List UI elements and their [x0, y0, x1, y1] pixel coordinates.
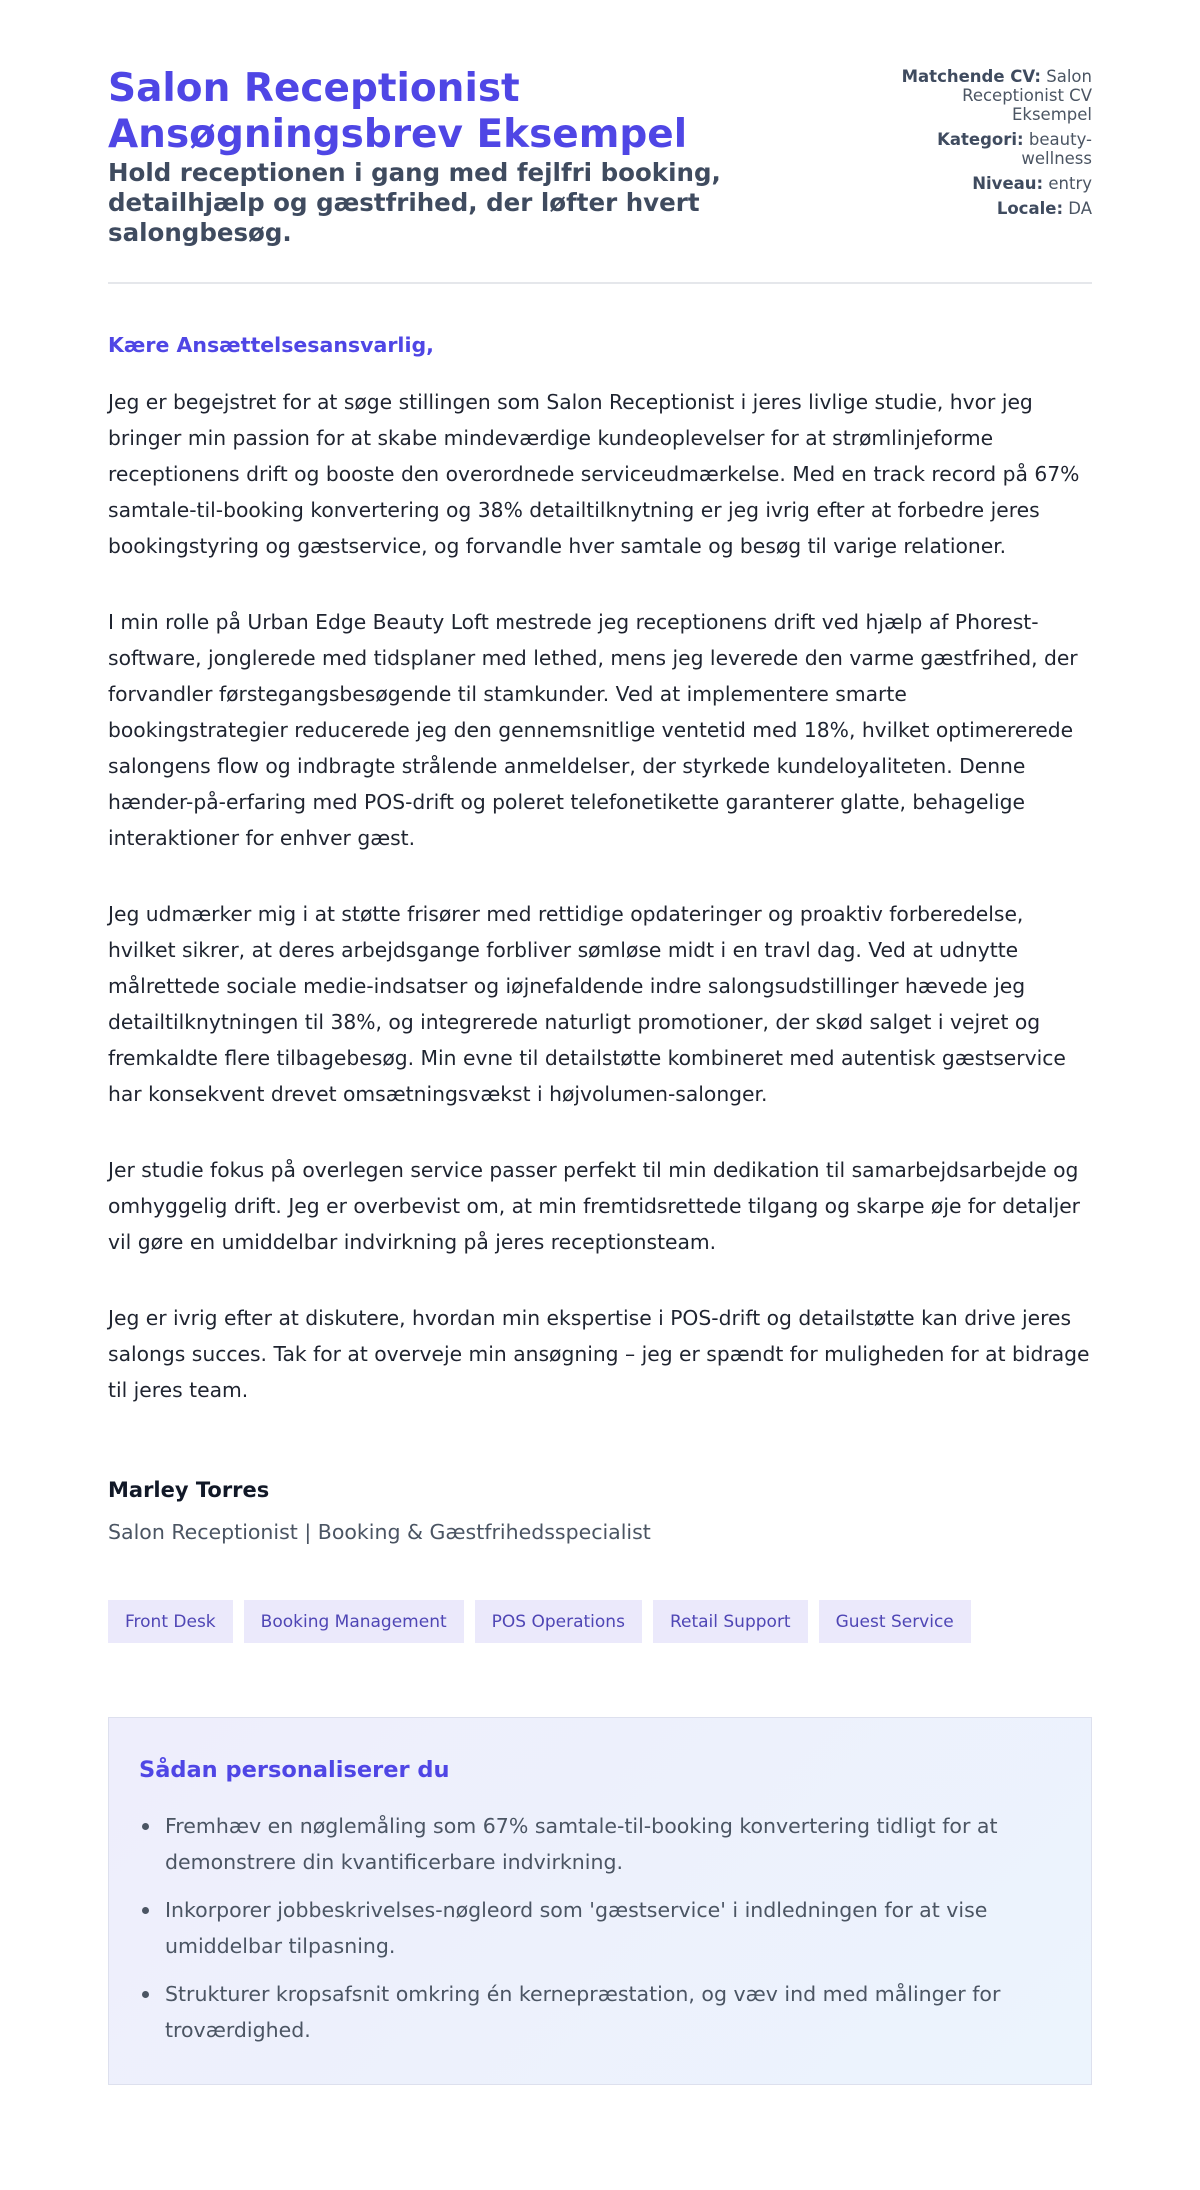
page-header: [108, 66, 1092, 284]
meta-label: Matchende CV:: [901, 67, 1042, 86]
paragraph-intro: Jeg er begejstret for at søge stillingen som Salon Receptionist i jeres livlige studie, hvor jeg bringer min passion for at skabe mindeværdige kundeoplevelser for at strømlinjeforme receptionens drift og booste den overordnede serviceudmærkelse. Med en track record på 67% samtale-til-booking konvertering og 38% detailtilknytning er jeg ivrig efter at forbedre jeres bookingstyring og gæstservice, og forvandle hver samtale og besøg til varige relationer.: [108, 390, 1080, 558]
meta-value: Salon Receptionist CV Eksempel: [962, 67, 1092, 124]
skill-tag: Front Desk: [108, 1600, 233, 1643]
signature-block: [108, 1476, 1092, 1546]
bullet-icon: [142, 1823, 149, 1830]
meta-value: beauty-wellness: [1021, 130, 1092, 168]
paragraph-experience: I min rolle på Urban Edge Beauty Loft mestrede jeg receptionens drift ved hjælp af Phorest-software, jonglerede med tidsplaner med lethed, mens jeg leverede den varme gæstfrihed, der forvandler førstegangsbesøgende til stamkunder. Ved at implementere smarte bookingstrategier reducerede jeg den gennemsnitlige ventetid med 18%, hvilket optimererede salongens flow og indbragte strålende anmeldelser, der styrkede kundeloyaliteten. Denne hænder-på-erfaring med POS-drift og poleret telefonetikette garanterer glatte, behagelige interaktioner for enhver gæst.: [108, 610, 1078, 850]
skill-tag: Retail Support: [653, 1600, 808, 1643]
meta-locale: [887, 199, 1092, 218]
tip-item: [139, 1892, 1061, 1964]
page-subtitle: Hold receptionen i gang med fejlfri booking, detailhjælp og gæstfrihed, der løfter hvert salongbesøg.: [108, 158, 721, 247]
letter-body: [108, 332, 1092, 1408]
meta-value: entry: [1048, 174, 1092, 193]
metadata-panel: [887, 66, 1092, 224]
meta-category: [887, 130, 1092, 168]
header-titles: [108, 66, 788, 248]
meta-label: Locale:: [996, 199, 1064, 218]
tips-list: [139, 1808, 1061, 2048]
tip-text: Strukturer kropsafsnit omkring én kernepræstation, og væv ind med målinger for troværdighed.: [165, 1982, 1001, 2042]
tip-text: Inkorporer jobbeskrivelses-nøgleord som 'gæstservice' i indledningen for at vise umiddelbar tilpasning.: [165, 1898, 988, 1958]
page-title: Salon Receptionist Ansøgningsbrev Eksempel: [108, 66, 688, 157]
bullet-icon: [142, 1991, 149, 1998]
bullet-icon: [142, 1907, 149, 1914]
personalization-tips-box: [108, 1717, 1092, 2085]
paragraph-closing: Jeg er ivrig efter at diskutere, hvordan min ekspertise i POS-drift og detailstøtte kan drive jeres salongs succes. Tak for at overveje min ansøgning – jeg er spændt for muligheden for at bidrage til jeres team.: [108, 1306, 1090, 1402]
tips-title: Sådan personaliserer du: [139, 1757, 450, 1783]
signer-name: Marley Torres: [108, 1478, 270, 1502]
skill-tag: Guest Service: [819, 1600, 971, 1643]
tip-item: [139, 1808, 1061, 1880]
meta-matching-cv: [887, 67, 1092, 124]
tip-item: [139, 1976, 1061, 2048]
skill-tags: [108, 1600, 1092, 1643]
meta-level: [887, 174, 1092, 193]
letter-paragraphs: [108, 384, 1092, 1408]
paragraph-skills: Jeg udmærker mig i at støtte frisører med rettidige opdateringer og proaktiv forberedelse, hvilket sikrer, at deres arbejdsgange forbliver sømløse midt i en travl dag. Ved at udnytte målrettede sociale medie-indsatser og iøjnefaldende indre salongsudstillinger hævede jeg detailtilknytningen til 38%, og integrerede naturligt promotioner, der skød salget i vejret og fremkaldte flere tilbagebesøg. Min evne til detailstøtte kombineret med autentisk gæstservice har konsekvent drevet omsætningsvækst i højvolumen-salonger.: [108, 902, 1066, 1106]
skill-tag: POS Operations: [475, 1600, 642, 1643]
meta-label: Kategori:: [937, 130, 1024, 149]
tip-text: Fremhæv en nøglemåling som 67% samtale-til-booking konvertering tidligt for at demonstrere din kvantificerbare indvirkning.: [165, 1814, 998, 1874]
salutation: Kære Ansættelsesansvarlig,: [108, 333, 434, 357]
meta-value: DA: [1068, 199, 1092, 218]
signer-title: Salon Receptionist | Booking & Gæstfrihedsspecialist: [108, 1520, 651, 1544]
meta-label: Niveau:: [972, 174, 1044, 193]
skill-tag: Booking Management: [244, 1600, 464, 1643]
paragraph-fit: Jer studie fokus på overlegen service passer perfekt til min dedikation til samarbejdsarbejde og omhyggelig drift. Jeg er overbevist om, at min fremtidsrettede tilgang og skarpe øje for detaljer vil gøre en umiddelbar indvirkning på jeres receptionsteam.: [108, 1158, 1081, 1254]
